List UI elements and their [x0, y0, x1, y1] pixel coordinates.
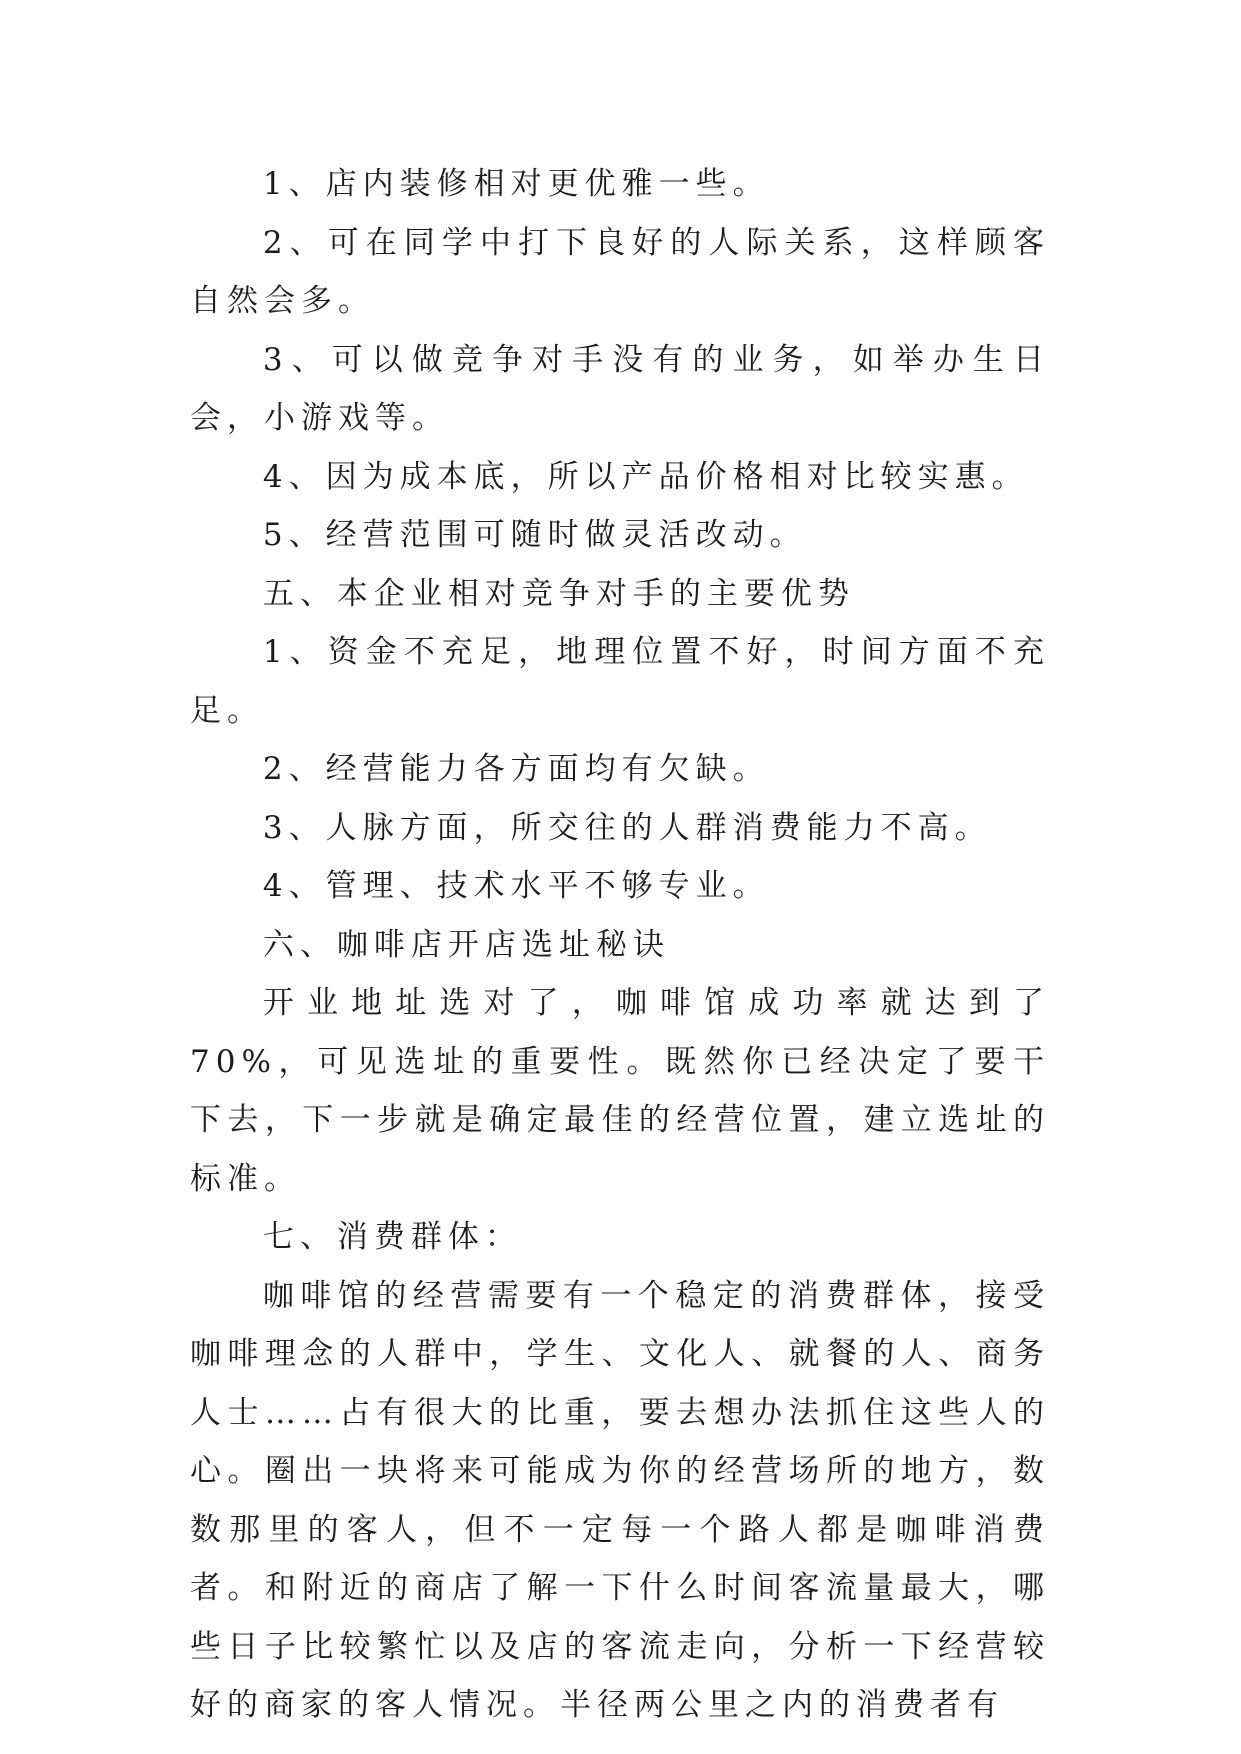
section-heading-site-selection: 六、咖啡店开店选址秘诀 [262, 926, 670, 963]
paragraph-flexible-scope: 5、经营范围可随时做灵活改动。 [262, 517, 807, 553]
section-heading-advantages: 五、本企业相对竞争对手的主要优势 [262, 575, 855, 612]
paragraph-ability: 2、经营能力各方面均有欠缺。 [262, 751, 770, 787]
document-body [190, 155, 1050, 1735]
paragraph-relationships: 2、可在同学中打下良好的人际关系，这样顾客自然会多。 [190, 224, 1050, 319]
paragraph-unique-services: 3、可以做竞争对手没有的业务，如举办生日会，小游戏等。 [190, 341, 1050, 436]
paragraph-decor-elegant: 1、店内装修相对更优雅一些。 [262, 166, 770, 202]
paragraph-consumer-group: 咖啡馆的经营需要有一个稳定的消费群体，接受咖啡理念的人群中，学生、文化人、就餐的人、商务人士……占有很大的比重，要去想办法抓住这些人的心。圈出一块将来可能成为你的经营场所的地方，数数那里的客人，但不一定每一个路人都是咖啡消费者。和附近的商店了解一下什么时间客流量最大，哪些日子比较繁忙以及店的客流走向，分析一下经营较好的商家的客人情况。半径两公里之内的消费者有 [190, 1277, 1050, 1723]
paragraph-low-cost: 4、因为成本底，所以产品价格相对比较实惠。 [262, 458, 1029, 495]
section-heading-consumers: 七、消费群体： [262, 1219, 522, 1255]
paragraph-management: 4、管理、技术水平不够专业。 [262, 868, 770, 904]
paragraph-site-importance: 开业地址选对了，咖啡馆成功率就达到了70%，可见选址的重要性。既然你已经决定了要干下去，下一步就是确定最佳的经营位置，建立选址的标准。 [190, 985, 1050, 1197]
paragraph-funding: 1、资金不充足，地理位置不好，时间方面不充足。 [190, 634, 1050, 729]
paragraph-network: 3、人脉方面，所交往的人群消费能力不高。 [262, 809, 992, 846]
